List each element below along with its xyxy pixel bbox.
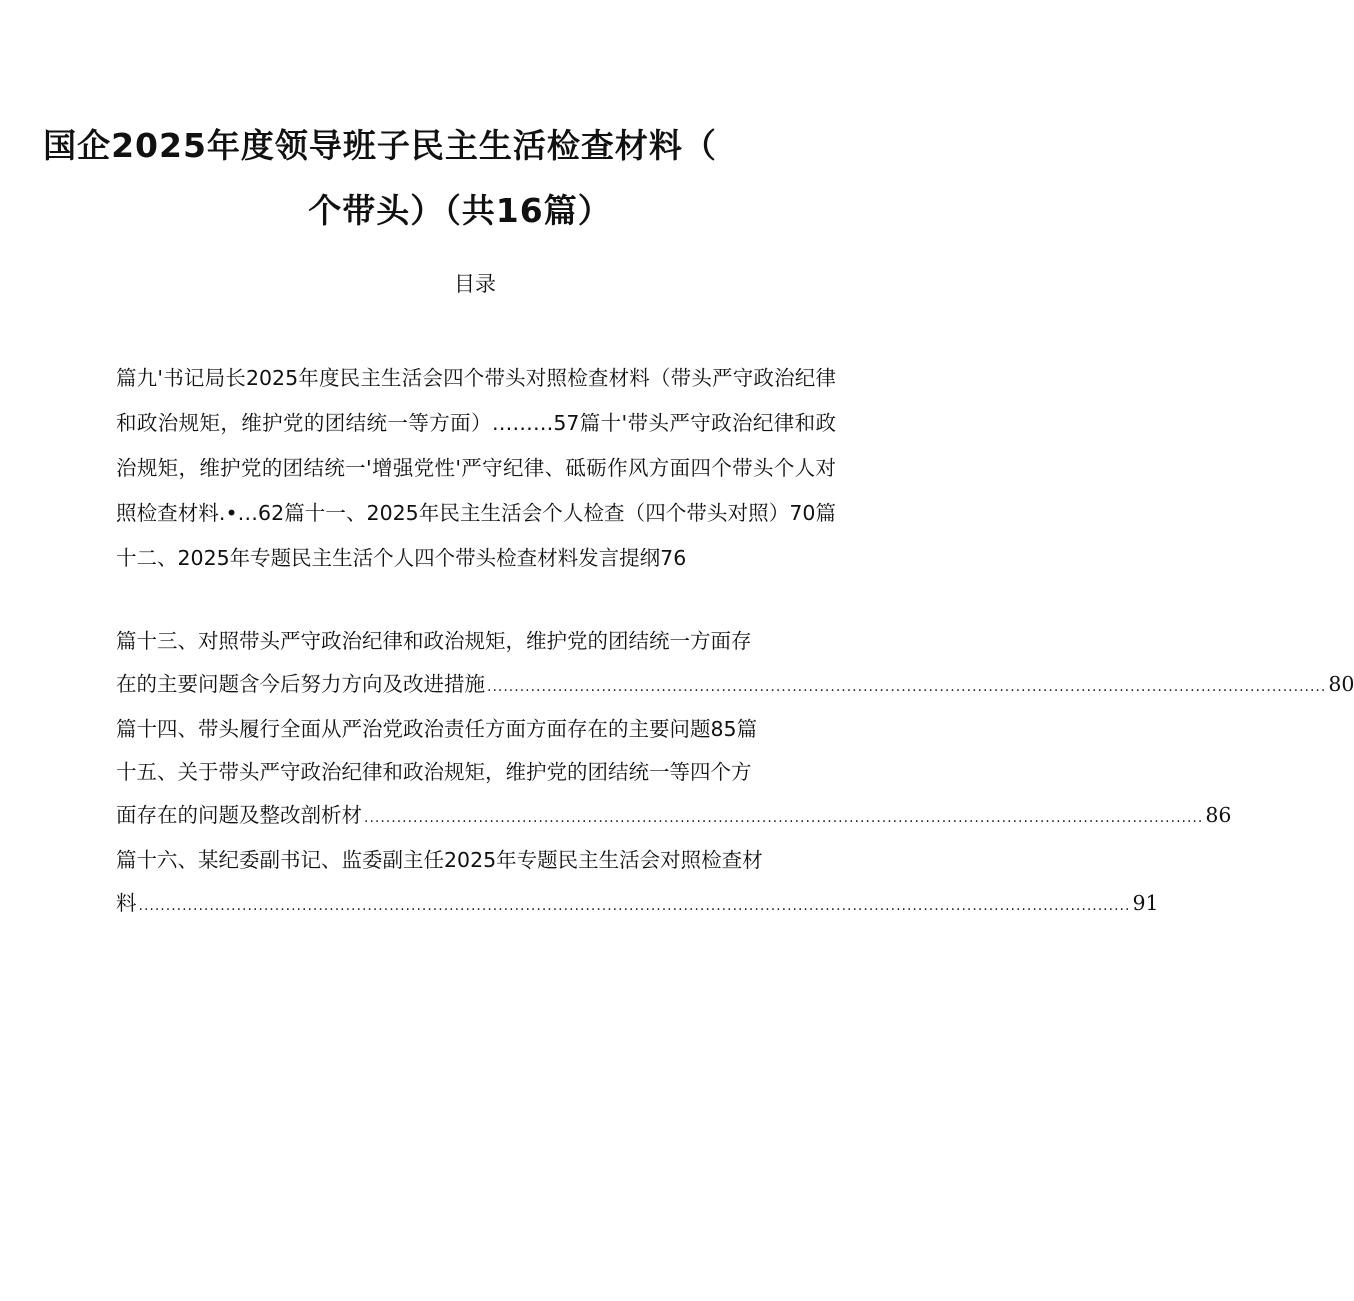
toc-heading: 目录 <box>454 272 496 296</box>
toc-entry-15-line-1: 十五、关于带头严守政治纪律和政治规矩，维护党的团结统一等四个方 <box>116 760 752 784</box>
toc-entry-16-line-1: 篇十六、某纪委副书记、监委副主任2025年专题民主生活会对照检查材 <box>116 848 763 872</box>
toc-entry-16-leader <box>116 882 1159 928</box>
toc-entry-13 <box>116 620 1354 709</box>
toc-entry-15-line-2: 面存在的问题及整改剖析材 <box>116 803 362 827</box>
document-title-line-1: 国企2025年度领导班子民主生活检查材料（ <box>43 126 717 165</box>
toc-entry-15-page: 86 <box>1205 803 1232 827</box>
toc-entry-13-leader <box>116 663 1354 709</box>
toc-entry-14-15 <box>116 708 1232 840</box>
dot-leader: .......................................................................................................................................................... <box>487 679 1327 695</box>
toc-entries-9-to-12: 篇九'书记局长2025年度民主生活会四个带头对照检查材料（带头严守政治纪律和政治规矩，维护党的团结统一等方面）………57篇十'带头严守政治纪律和政治规矩，维护党的团结统一'增强党性'严守纪律、砥砺作风方面四个带头个人对照检查材料.•…62篇十一、2025年民主生活会个人检查（四个带头对照）70篇十二、2025年专题民主生活个人四个带头检查材料发言提纲76 <box>116 366 836 570</box>
toc-entry-15-leader <box>116 794 1232 840</box>
toc-entry-16-page: 91 <box>1132 891 1159 915</box>
toc-entry-16-line-2: 料 <box>116 891 137 915</box>
toc-entry-13-page: 80 <box>1328 672 1354 696</box>
toc-entry-13-line-2: 在的主要问题含今后努力方向及改进措施 <box>116 672 485 696</box>
toc-entry-16 <box>116 839 1159 928</box>
dot-leader: .......................................................................................................................................................... <box>364 810 1204 826</box>
document-title-line-2: 个带头）（共16篇） <box>308 191 612 230</box>
toc-paragraph <box>116 356 836 581</box>
dot-leader: ...................................................................................................................................................................................... <box>138 898 1131 914</box>
toc-entry-14-line-1: 篇十四、带头履行全面从严治党政治责任方面方面存在的主要问题85篇 <box>116 717 758 741</box>
toc-entry-13-line-1: 篇十三、对照带头严守政治纪律和政治规矩，维护党的团结统一方面存 <box>116 629 752 653</box>
